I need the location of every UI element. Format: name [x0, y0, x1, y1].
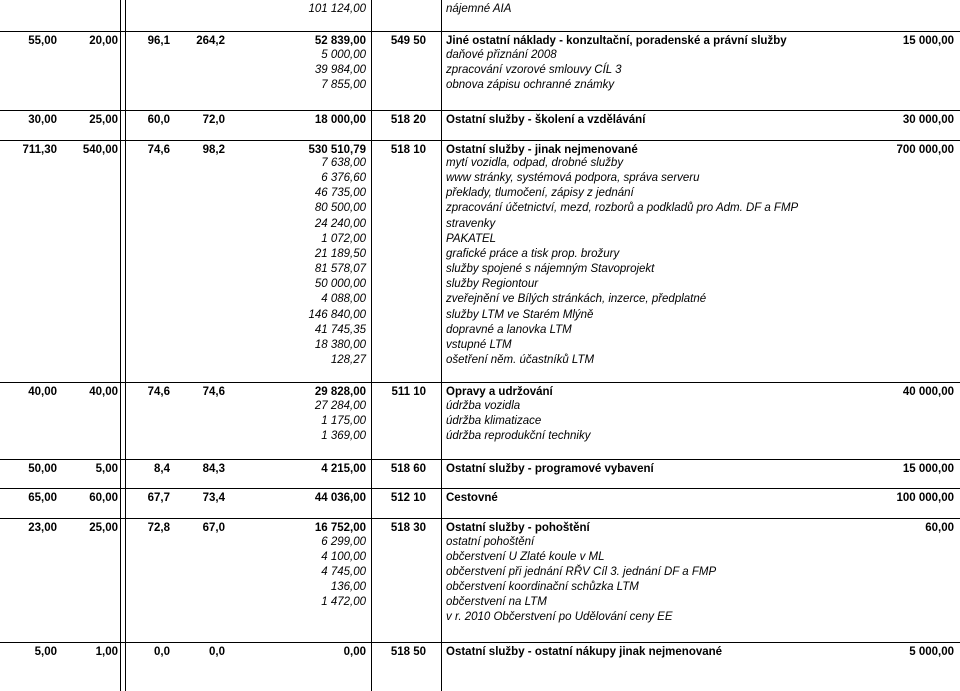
item-amount: 5 000,00 — [321, 49, 366, 61]
metric-c3: 72,8 — [147, 522, 170, 534]
item-amount: 39 984,00 — [314, 64, 366, 76]
section-separator — [0, 518, 960, 519]
account-code: 518 10 — [390, 144, 426, 156]
metric-c1: 711,30 — [22, 144, 57, 156]
metric-c3: 0,0 — [154, 646, 170, 658]
item-description: obnova zápisu ochranné známky — [446, 79, 615, 91]
item-description: služby LTM ve Starém Mlýně — [446, 308, 594, 321]
account-description: Ostatní služby - školení a vzdělávání — [446, 114, 646, 126]
metric-c1: 65,00 — [28, 492, 57, 504]
metric-c3: 60,0 — [147, 114, 170, 126]
account-description: Ostatní služby - pohoštění — [446, 522, 590, 534]
item-amount: 6 299,00 — [321, 536, 366, 548]
account-description: Ostatní služby - jinak nejmenované — [446, 144, 638, 156]
item-description: služby Regiontour — [446, 278, 539, 291]
item-amount: 18 380,00 — [314, 338, 366, 351]
metric-c5: 4 215,00 — [321, 463, 366, 475]
item-amount: 50 000,00 — [314, 278, 366, 291]
item-description: zpracování vzorové smlouvy CÍL 3 — [446, 64, 622, 76]
item-amount: 27 284,00 — [314, 400, 366, 412]
item-amount: 1 472,00 — [321, 596, 366, 608]
metric-c2: 20,00 — [89, 35, 118, 47]
column-divider — [125, 0, 126, 691]
item-amount: 81 578,07 — [314, 263, 366, 276]
item-amount: 4 088,00 — [321, 293, 366, 306]
budget-value: 40 000,00 — [902, 386, 954, 398]
budget-value: 5 000,00 — [909, 646, 954, 658]
budget-value: 60,00 — [925, 522, 954, 534]
budget-value: 700 000,00 — [896, 144, 954, 156]
metric-c1: 55,00 — [28, 35, 57, 47]
metric-c3: 96,1 — [147, 35, 170, 47]
metric-c3: 74,6 — [147, 144, 170, 156]
budget-value: 15 000,00 — [902, 35, 954, 47]
metric-c4: 74,6 — [202, 386, 225, 398]
section-separator — [0, 642, 960, 643]
item-description: dopravné a lanovka LTM — [446, 323, 572, 336]
metric-c2: 25,00 — [89, 114, 118, 126]
item-amount: 136,00 — [330, 581, 366, 593]
item-description: údržba vozidla — [446, 400, 521, 412]
metric-c4: 67,0 — [202, 522, 225, 534]
account-code: 518 20 — [390, 114, 426, 126]
item-description: údržba klimatizace — [446, 415, 542, 427]
metric-c1: 40,00 — [28, 386, 57, 398]
metric-c4: 72,0 — [202, 114, 225, 126]
section-separator — [0, 382, 960, 383]
metric-c1: 23,00 — [28, 522, 57, 534]
account-code: 518 50 — [390, 646, 426, 658]
metric-c1: 5,00 — [34, 646, 57, 658]
item-description: vstupné LTM — [446, 338, 512, 351]
section-separator — [0, 488, 960, 489]
account-code: 512 10 — [390, 492, 426, 504]
metric-c5: 18 000,00 — [314, 114, 366, 126]
item-description: stravenky — [446, 217, 496, 230]
metric-c4: 98,2 — [202, 144, 225, 156]
item-description: www stránky, systémová podpora, správa serveru — [446, 172, 700, 185]
item-description: ošetření něm. účastníků LTM — [446, 353, 595, 366]
section-separator — [0, 31, 960, 32]
column-divider — [441, 0, 442, 691]
budget-value: 15 000,00 — [902, 463, 954, 475]
item-amount: 24 240,00 — [314, 217, 366, 230]
metric-c4: 73,4 — [202, 492, 225, 504]
metric-c5: 44 036,00 — [314, 492, 366, 504]
metric-c1: 50,00 — [28, 463, 57, 475]
account-code: 518 30 — [390, 522, 426, 534]
column-divider — [120, 0, 121, 691]
item-description: daňové přiznání 2008 — [446, 49, 557, 61]
budget-value: 100 000,00 — [896, 492, 954, 504]
metric-c5: 29 828,00 — [314, 386, 366, 398]
account-description: Ostatní služby - programové vybavení — [446, 463, 654, 475]
item-amount: 46 735,00 — [314, 187, 366, 200]
section-separator — [0, 110, 960, 111]
metric-c2: 25,00 — [89, 522, 118, 534]
item-description: zpracování účetnictví, mezd, rozborů a podkladů pro Adm. DF a FMP — [446, 202, 799, 215]
item-amount: 1 175,00 — [321, 415, 366, 427]
metric-c5: 52 839,00 — [314, 35, 366, 47]
item-description: nájemné AIA — [446, 3, 512, 15]
item-amount: 101 124,00 — [308, 3, 366, 15]
item-description: v r. 2010 Občerstvení po Udělování ceny EE — [446, 611, 673, 623]
section-separator — [0, 140, 960, 141]
account-description: Jiné ostatní náklady - konzultační, poradenské a právní služby — [446, 35, 787, 47]
metric-c3: 67,7 — [147, 492, 170, 504]
metric-c2: 40,00 — [89, 386, 118, 398]
metric-c4: 264,2 — [196, 35, 225, 47]
metric-c2: 5,00 — [95, 463, 118, 475]
item-amount: 6 376,60 — [321, 172, 366, 185]
item-amount: 80 500,00 — [314, 202, 366, 215]
item-description: mytí vozidla, odpad, drobné služby — [446, 157, 624, 169]
metric-c2: 1,00 — [95, 646, 118, 658]
metric-c1: 30,00 — [28, 114, 57, 126]
item-description: PAKATEL — [446, 232, 497, 245]
account-code: 518 60 — [390, 463, 426, 475]
item-amount: 146 840,00 — [308, 308, 366, 321]
item-description: překlady, tlumočení, zápisy z jednání — [446, 187, 634, 200]
metric-c3: 74,6 — [147, 386, 170, 398]
item-amount: 7 638,00 — [321, 157, 366, 169]
metric-c2: 60,00 — [89, 492, 118, 504]
metric-c5: 16 752,00 — [314, 522, 366, 534]
account-code: 511 10 — [391, 386, 426, 398]
item-description: údržba reprodukční techniky — [446, 430, 591, 442]
item-amount: 4 745,00 — [321, 566, 366, 578]
item-description: občerstvení U Zlaté koule v ML — [446, 551, 605, 563]
item-description: zveřejnění ve Bílých stránkách, inzerce, předplatné — [446, 293, 707, 306]
item-amount: 1 369,00 — [321, 430, 366, 442]
item-amount: 1 072,00 — [321, 232, 366, 245]
column-divider — [371, 0, 372, 691]
metric-c5: 0,00 — [343, 646, 366, 658]
account-code: 549 50 — [390, 35, 426, 47]
item-amount: 41 745,35 — [314, 323, 366, 336]
metric-c5: 530 510,79 — [308, 144, 366, 156]
item-description: občerstvení při jednání RŘV Cíl 3. jednání DF a FMP — [446, 566, 717, 578]
metric-c2: 540,00 — [82, 144, 118, 156]
item-description: občerstvení koordinační schůzka LTM — [446, 581, 639, 593]
metric-c3: 8,4 — [154, 463, 170, 475]
item-description: služby spojené s nájemným Stavoprojekt — [446, 263, 655, 276]
account-description: Opravy a udržování — [446, 386, 553, 398]
item-description: grafické práce a tisk prop. brožury — [446, 247, 620, 260]
metric-c4: 84,3 — [202, 463, 225, 475]
item-amount: 128,27 — [330, 353, 366, 366]
account-description: Ostatní služby - ostatní nákupy jinak nejmenované — [446, 646, 723, 658]
item-amount: 4 100,00 — [321, 551, 366, 563]
account-description: Cestovné — [446, 492, 498, 504]
item-description: ostatní pohoštění — [446, 536, 535, 548]
item-description: občerstvení na LTM — [446, 596, 547, 608]
section-separator — [0, 459, 960, 460]
budget-value: 30 000,00 — [902, 114, 954, 126]
item-amount: 21 189,50 — [314, 247, 366, 260]
item-amount: 7 855,00 — [321, 79, 366, 91]
metric-c4: 0,0 — [209, 646, 225, 658]
